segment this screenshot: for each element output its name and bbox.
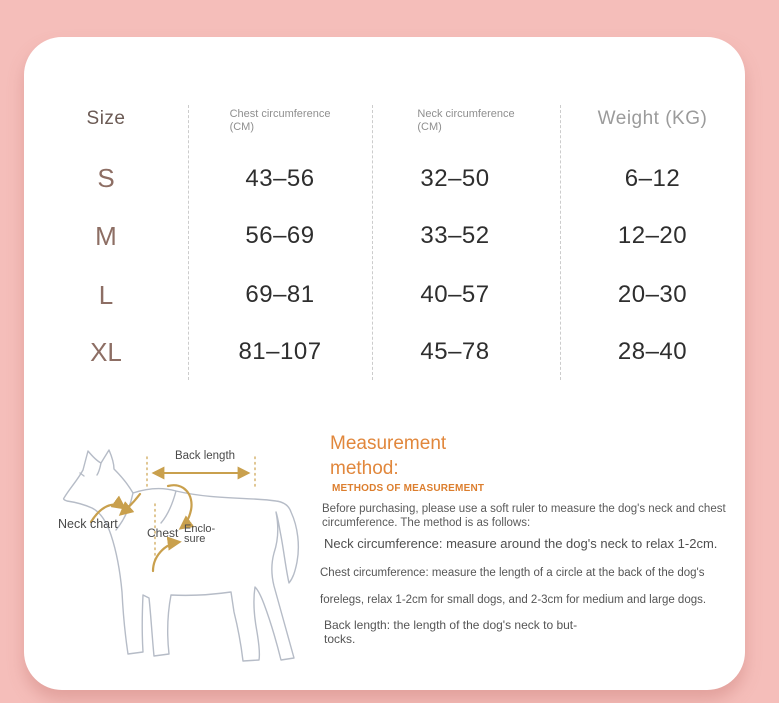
weight-value: 6–12 (624, 164, 681, 192)
neck-value: 32–50 (420, 164, 490, 192)
neck-value: 40–57 (420, 281, 490, 308)
weight-value: 20–30 (617, 281, 688, 308)
column-divider (188, 105, 189, 380)
back-length-label: Back length (174, 450, 236, 462)
measurement-intro-paragraph (322, 502, 726, 530)
enclosure-label (184, 524, 215, 544)
dog-measurement-diagram (50, 440, 320, 690)
chest-value: 43–56 (245, 164, 315, 192)
size-cell: XL (90, 336, 122, 367)
column-divider (372, 105, 373, 380)
back-instruction-line1: Back length: the length of the dog's neck to but- (324, 618, 578, 632)
neck-value: 45–78 (420, 338, 490, 365)
back-instruction-line2: tocks. (324, 632, 356, 646)
neck-instruction: Neck circumference: measure around the dog's neck to relax 1-2cm. (324, 536, 718, 551)
weight-value: 28–40 (617, 338, 688, 365)
dog-outline-illustration (50, 440, 320, 690)
neck-chart-label: Neck chart (58, 517, 118, 531)
chest-header-label: Chest circumference (229, 108, 331, 120)
measurement-method-title: Measurement method: (330, 433, 447, 479)
size-column-header: Size (86, 108, 126, 129)
neck-header-unit: (CM) (417, 121, 442, 133)
back-length-instruction (324, 618, 577, 646)
size-table (24, 105, 745, 380)
chest-value: 56–69 (245, 222, 315, 249)
intro-line1: Before purchasing, please use a soft ruler to measure the dog's neck and chest (322, 503, 726, 515)
chest-instruction-line2: forelegs, relax 1-2cm for small dogs, and 2-3cm for medium and large dogs. (320, 594, 707, 606)
chest-label: Chest (147, 526, 179, 540)
chest-header-unit: (CM) (229, 121, 254, 133)
size-cell: M (95, 220, 117, 251)
measurement-method-subtitle: METHODS OF MEASUREMENT (332, 483, 485, 494)
column-divider (560, 105, 561, 380)
weight-column-header: Weight (KG) (597, 108, 708, 129)
enclosure-label-line1: Enclo- (184, 523, 216, 535)
size-cell: S (97, 163, 115, 193)
neck-header-label: Neck circumference (417, 108, 515, 120)
chest-value: 81–107 (238, 338, 322, 365)
weight-value: 12–20 (617, 222, 688, 249)
size-chart-card (24, 37, 745, 690)
intro-line2: circumference. The method is as follows: (322, 517, 531, 529)
neck-column-header (372, 105, 560, 151)
enclosure-label-line2: sure (184, 533, 206, 545)
size-cell: L (98, 279, 114, 310)
chest-value: 69–81 (245, 281, 315, 308)
chest-instruction-line1: Chest circumference: measure the length of a circle at the back of the dog's (320, 567, 705, 579)
chest-column-header (188, 105, 372, 151)
neck-value: 33–52 (420, 222, 490, 249)
chest-instruction (320, 560, 706, 614)
